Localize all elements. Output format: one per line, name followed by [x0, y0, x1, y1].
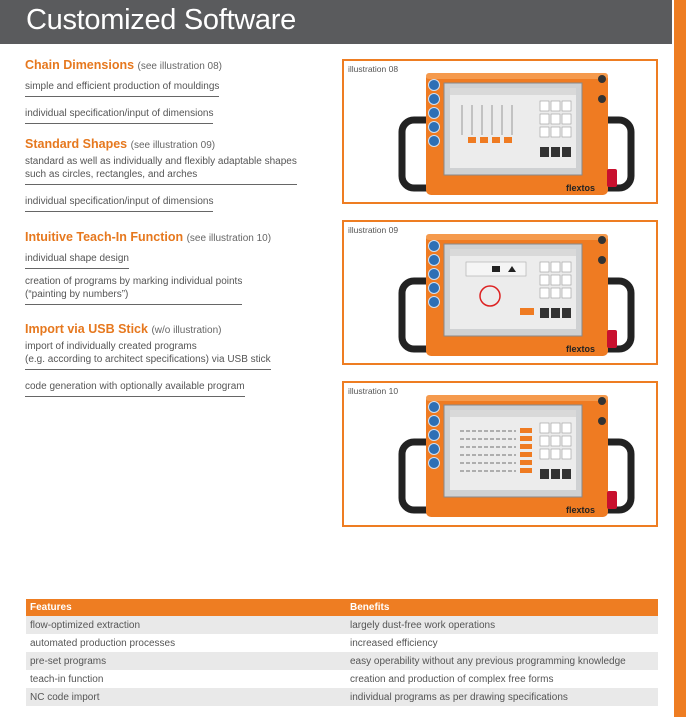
orange-key — [520, 452, 532, 457]
side-button-icon — [429, 94, 440, 105]
feature-line: simple and efficient production of mouldings — [25, 80, 219, 97]
device-image — [344, 61, 656, 202]
side-button-icon — [429, 255, 440, 266]
illustration-09 — [342, 220, 658, 365]
table-row — [26, 670, 658, 688]
dark-key — [551, 147, 560, 157]
brand-logo: flextos — [566, 505, 596, 515]
illustration-caption: illustration 08 — [348, 64, 399, 74]
keypad-key — [562, 423, 571, 433]
illustration-caption: illustration 10 — [348, 386, 399, 396]
screen-titlebar — [450, 410, 576, 417]
knob-icon — [598, 417, 606, 425]
feature-line: individual specification/input of dimensions — [25, 195, 213, 212]
section-title: Chain Dimensions — [25, 58, 135, 72]
device-top-edge — [426, 73, 608, 79]
keypad-key — [562, 288, 571, 298]
orange-key — [520, 428, 532, 433]
keypad-key — [540, 288, 549, 298]
feature-cell: teach-in function — [26, 670, 346, 688]
benefit-cell: creation and production of complex free forms — [346, 670, 658, 688]
section-note: (w/o illustration) — [151, 325, 222, 336]
dark-key — [551, 308, 560, 318]
benefit-cell: individual programs as per drawing specifications — [346, 688, 658, 706]
orange-key — [504, 137, 512, 143]
side-button-icon — [429, 458, 440, 469]
side-button-icon — [429, 241, 440, 252]
orange-key — [480, 137, 488, 143]
device-image — [344, 383, 656, 525]
table-row — [26, 634, 658, 652]
feature-cell: automated production processes — [26, 634, 346, 652]
keypad-key — [562, 449, 571, 459]
keypad-key — [551, 436, 560, 446]
keypad-key — [551, 262, 560, 272]
keypad-key — [562, 262, 571, 272]
dark-key — [562, 308, 571, 318]
section-note: (see illustration 10) — [186, 233, 272, 244]
screen-titlebar — [450, 249, 576, 256]
emergency-stop-icon — [607, 330, 617, 348]
shape-icon — [492, 266, 500, 272]
keypad-key — [540, 114, 549, 124]
dark-key — [551, 469, 560, 479]
feature-line: creation of programs by marking individual points (“painting by numbers”) — [25, 275, 242, 305]
keypad-key — [540, 275, 549, 285]
side-button-icon — [429, 269, 440, 280]
benefit-cell: largely dust-free work operations — [346, 616, 658, 634]
feature-cell: NC code import — [26, 688, 346, 706]
feature-line: individual specification/input of dimensions — [25, 107, 213, 124]
knob-icon — [598, 75, 606, 83]
side-button-icon — [429, 283, 440, 294]
side-button-icon — [429, 416, 440, 427]
feature-line: standard as well as individually and flexibly adaptable shapes such as circles, rectangles, and arches — [25, 155, 297, 185]
keypad-key — [540, 436, 549, 446]
section-usb-import — [25, 322, 271, 403]
table-header-row — [26, 599, 658, 616]
keypad-key — [551, 449, 560, 459]
section-chain-dimensions — [25, 58, 222, 130]
orange-key — [520, 460, 532, 465]
section-teach-in — [25, 230, 271, 311]
illustration-10 — [342, 381, 658, 527]
features-table — [26, 599, 658, 706]
dark-key — [562, 147, 571, 157]
illustration-08 — [342, 59, 658, 204]
keypad-key — [551, 114, 560, 124]
device-image — [344, 222, 656, 363]
table-row — [26, 616, 658, 634]
side-button-icon — [429, 122, 440, 133]
keypad-key — [540, 262, 549, 272]
section-note: (see illustration 08) — [137, 61, 223, 72]
emergency-stop-icon — [607, 169, 617, 187]
keypad-key — [562, 101, 571, 111]
section-title: Import via USB Stick — [25, 322, 148, 336]
knob-icon — [598, 236, 606, 244]
orange-key — [520, 436, 532, 441]
page-title: Customized Software — [26, 4, 296, 36]
keypad-key — [551, 275, 560, 285]
dark-key — [540, 147, 549, 157]
side-button-icon — [429, 80, 440, 91]
side-button-icon — [429, 136, 440, 147]
knob-icon — [598, 256, 606, 264]
side-button-icon — [429, 444, 440, 455]
feature-line: individual shape design — [25, 252, 129, 269]
side-button-icon — [429, 402, 440, 413]
column-header: Benefits — [346, 599, 658, 616]
keypad-key — [562, 436, 571, 446]
column-header: Features — [26, 599, 346, 616]
illustration-caption: illustration 09 — [348, 225, 399, 235]
orange-key — [520, 308, 534, 315]
section-title: Standard Shapes — [25, 137, 128, 151]
orange-key — [468, 137, 476, 143]
keypad-key — [562, 275, 571, 285]
side-button-icon — [429, 297, 440, 308]
keypad-key — [551, 423, 560, 433]
header-bar — [0, 0, 672, 44]
knob-icon — [598, 95, 606, 103]
dark-key — [562, 469, 571, 479]
keypad-key — [540, 449, 549, 459]
feature-cell: flow-optimized extraction — [26, 616, 346, 634]
feature-line: import of individually created programs (e.g. according to architect specifications) via USB stick — [25, 340, 271, 370]
orange-key — [492, 137, 500, 143]
keypad-key — [551, 127, 560, 137]
section-standard-shapes — [25, 137, 297, 218]
orange-key — [520, 468, 532, 473]
benefit-cell: easy operability without any previous programming knowledge — [346, 652, 658, 670]
brand-logo: flextos — [566, 183, 596, 193]
benefit-cell: increased efficiency — [346, 634, 658, 652]
dark-key — [540, 469, 549, 479]
section-note: (see illustration 09) — [130, 140, 216, 151]
table-row — [26, 652, 658, 670]
keypad-key — [562, 127, 571, 137]
knob-icon — [598, 397, 606, 405]
screen-titlebar — [450, 88, 576, 95]
feature-line: code generation with optionally available program — [25, 380, 245, 397]
keypad-key — [540, 127, 549, 137]
keypad-key — [551, 288, 560, 298]
emergency-stop-icon — [607, 491, 617, 509]
orange-key — [520, 444, 532, 449]
side-button-icon — [429, 108, 440, 119]
device-top-edge — [426, 234, 608, 240]
keypad-key — [540, 101, 549, 111]
side-accent-bar — [672, 0, 686, 717]
brand-logo: flextos — [566, 344, 596, 354]
side-button-icon — [429, 430, 440, 441]
dark-key — [540, 308, 549, 318]
keypad-key — [540, 423, 549, 433]
feature-cell: pre-set programs — [26, 652, 346, 670]
table-row — [26, 688, 658, 706]
keypad-key — [562, 114, 571, 124]
section-title: Intuitive Teach-In Function — [25, 230, 184, 244]
device-top-edge — [426, 395, 608, 401]
keypad-key — [551, 101, 560, 111]
